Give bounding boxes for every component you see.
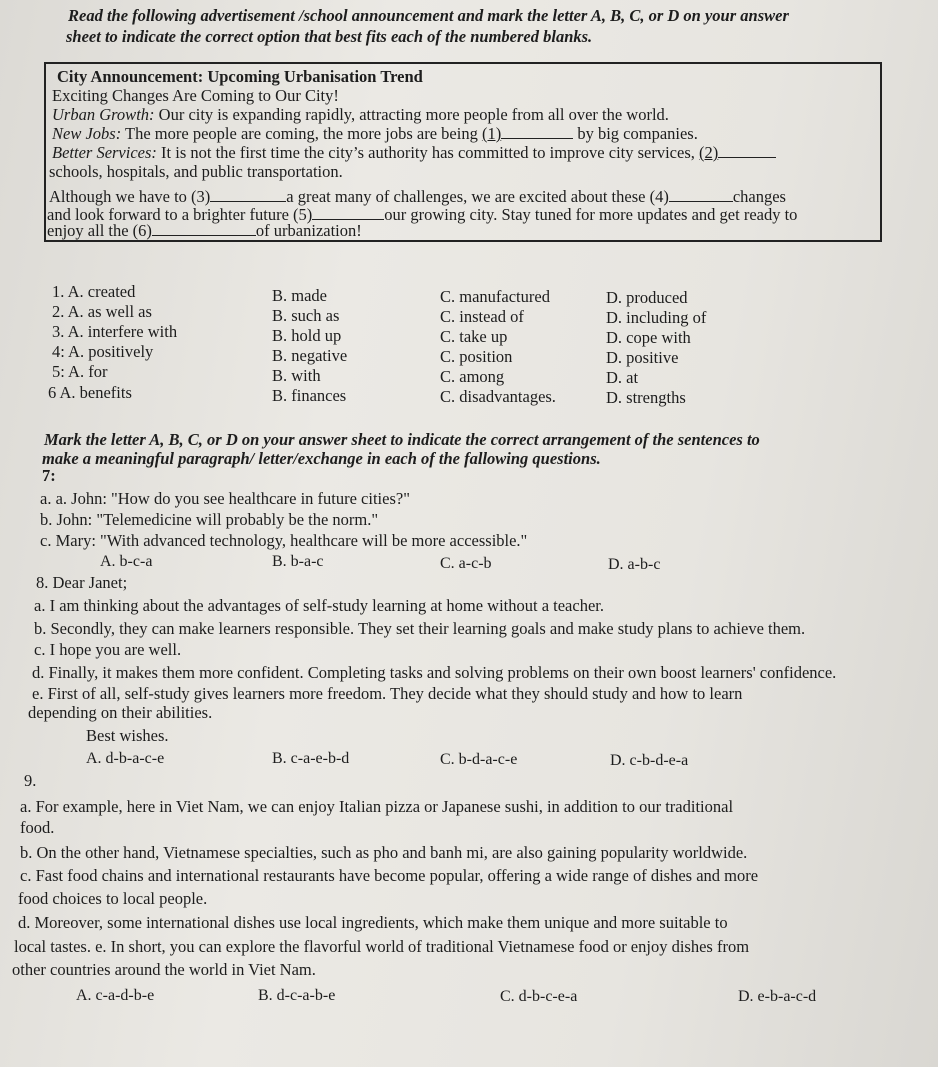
q2-option-d: D. including of xyxy=(606,308,707,327)
q9-line-c1: c. Fast food chains and international restaurants have become popular, offering a wide range of dishes and more xyxy=(20,866,759,885)
blank-5-label: and look forward to a brighter future (5) xyxy=(47,205,313,224)
instructions-line-1: Read the following advertisement /school announcement and mark the letter A, B, C, or D on your answer xyxy=(68,6,789,25)
new-jobs-line xyxy=(52,124,698,143)
urban-growth-line xyxy=(52,105,669,124)
q5-option-a: 5: A. for xyxy=(52,362,108,381)
q1-option-a: 1. A. created xyxy=(52,282,136,301)
better-services-label: Better Services: xyxy=(52,143,157,162)
body-text-2: our growing city. Stay tuned for more updates and get ready to xyxy=(384,205,798,224)
better-services-text: It is not the first time the city’s authority has committed to improve city services, xyxy=(161,143,700,162)
q4-option-a: 4: A. positively xyxy=(52,342,154,361)
q7-option-c: C. a-c-b xyxy=(440,555,492,572)
q9-number: 9. xyxy=(24,771,37,790)
q4-option-b: B. negative xyxy=(272,346,348,365)
q7-option-d: D. a-b-c xyxy=(608,556,661,573)
q1-option-d: D. produced xyxy=(606,288,688,307)
announcement-body-line-1 xyxy=(49,187,786,206)
announcement-title: City Announcement: Upcoming Urbanisation Trend xyxy=(57,67,423,86)
q9-line-d1: d. Moreover, some international dishes use local ingredients, which make them unique and more suitable to xyxy=(18,913,728,932)
q3-option-d: D. cope with xyxy=(606,328,691,347)
q8-option-d: D. c-b-d-e-a xyxy=(610,752,689,769)
q3-option-c: C. take up xyxy=(440,327,508,346)
q9-line-a2: food. xyxy=(20,818,55,837)
q7-option-b: B. b-a-c xyxy=(272,553,324,570)
blank-3-line xyxy=(210,187,286,202)
q4-option-c: C. position xyxy=(440,347,513,366)
blank-1-line xyxy=(501,124,573,139)
q3-option-a: 3. A. interfere with xyxy=(52,322,178,341)
new-jobs-label: New Jobs: xyxy=(52,124,122,143)
q6-option-b: B. finances xyxy=(272,386,347,405)
blank-5-line xyxy=(312,205,384,220)
q4-option-d: D. positive xyxy=(606,348,679,367)
q7-line-c: c. Mary: "With advanced technology, healthcare will be more accessible." xyxy=(40,531,528,550)
urban-growth-text: Our city is expanding rapidly, attracting more people from all over the world. xyxy=(158,105,669,124)
q8-closing: Best wishes. xyxy=(86,726,169,745)
q9-option-d: D. e-b-a-c-d xyxy=(738,988,817,1005)
blank-6-line xyxy=(152,221,256,236)
q9-option-a: A. c-a-d-b-e xyxy=(76,987,155,1004)
blank-6-label: enjoy all the (6) xyxy=(47,221,152,240)
q2-option-b: B. such as xyxy=(272,306,340,325)
better-services-text-2: schools, hospitals, and public transportation. xyxy=(49,162,343,181)
q8-option-a: A. d-b-a-c-e xyxy=(86,750,165,767)
q9-line-d3: other countries around the world in Viet Nam. xyxy=(12,960,316,979)
q2-option-c: C. instead of xyxy=(440,307,524,326)
q8-line-e1: e. First of all, self-study gives learners more freedom. They decide what they should study and how to learn xyxy=(32,684,743,703)
urban-growth-label: Urban Growth: xyxy=(52,105,155,124)
q5-option-d: D. at xyxy=(606,368,639,387)
better-services-line xyxy=(52,143,776,162)
q5-option-c: C. among xyxy=(440,367,505,386)
announcement-subtitle: Exciting Changes Are Coming to Our City! xyxy=(52,86,339,105)
blank-1: (1) xyxy=(481,124,502,143)
q8-line-c: c. I hope you are well. xyxy=(34,640,182,659)
body-text-3: of urbanization! xyxy=(255,221,362,240)
q3-option-b: B. hold up xyxy=(272,326,342,345)
q5-option-b: B. with xyxy=(272,366,321,385)
q8-line-e2: depending on their abilities. xyxy=(28,703,213,722)
announcement-body-line-3 xyxy=(47,221,362,240)
section2-instructions-line-1: Mark the letter A, B, C, or D on your answer sheet to indicate the correct arrangement of the sentences to xyxy=(44,430,760,449)
q8-line-d: d. Finally, it makes them more confident. Completing tasks and solving problems on their own boost learners' confidence. xyxy=(32,663,837,682)
new-jobs-text: The more people are coming, the more jobs are being xyxy=(125,124,482,143)
blank-3-label: Although we have to (3) xyxy=(49,187,211,206)
q9-line-b: b. On the other hand, Vietnamese specialties, such as pho and banh mi, are also gaining popularity worldwide. xyxy=(20,843,748,862)
q7-number: 7: xyxy=(42,466,56,485)
q9-line-a1: a. For example, here in Viet Nam, we can enjoy Italian pizza or Japanese sushi, in addition to our traditional xyxy=(20,797,734,816)
body-text-1-end: changes xyxy=(732,187,786,206)
body-text-1: a great many of challenges, we are excited about these (4) xyxy=(286,187,669,206)
q9-line-c2: food choices to local people. xyxy=(18,889,208,908)
instructions-line-2: sheet to indicate the correct option that best fits each of the numbered blanks. xyxy=(66,27,593,46)
section2-instructions-line-2: make a meaningful paragraph/ letter/exchange in each of the fallowing questions. xyxy=(42,449,601,468)
q2-option-a: 2. A. as well as xyxy=(52,302,152,321)
q1-option-c: C. manufactured xyxy=(440,287,550,306)
q8-line-a: a. I am thinking about the advantages of self-study learning at home without a teacher. xyxy=(34,596,604,615)
q7-line-b: b. John: "Telemedicine will probably be the norm." xyxy=(40,510,379,529)
q9-line-d2: local tastes. e. In short, you can explore the flavorful world of traditional Vietnamese food or enjoy dishes from xyxy=(14,937,750,956)
q6-option-d: D. strengths xyxy=(606,388,686,407)
blank-4-line xyxy=(669,187,733,202)
q8-line-b: b. Secondly, they can make learners responsible. They set their learning goals and make study plans to achieve them. xyxy=(34,619,806,638)
q6-option-c: C. disadvantages. xyxy=(440,387,556,406)
q7-option-a: A. b-c-a xyxy=(100,553,153,570)
q8-option-c: C. b-d-a-c-e xyxy=(440,751,518,768)
q8-option-b: B. c-a-e-b-d xyxy=(272,750,350,767)
q9-option-c: C. d-b-c-e-a xyxy=(500,988,578,1005)
q1-option-b: B. made xyxy=(272,286,327,305)
q8-header: 8. Dear Janet; xyxy=(36,573,128,592)
q7-line-a: a. a. John: "How do you see healthcare in future cities?" xyxy=(40,489,410,508)
blank-2-line xyxy=(718,143,776,158)
q6-option-a: 6 A. benefits xyxy=(48,383,132,402)
q9-option-b: B. d-c-a-b-e xyxy=(258,987,336,1004)
new-jobs-text-end: by big companies. xyxy=(577,124,698,143)
blank-2: (2) xyxy=(699,143,719,162)
